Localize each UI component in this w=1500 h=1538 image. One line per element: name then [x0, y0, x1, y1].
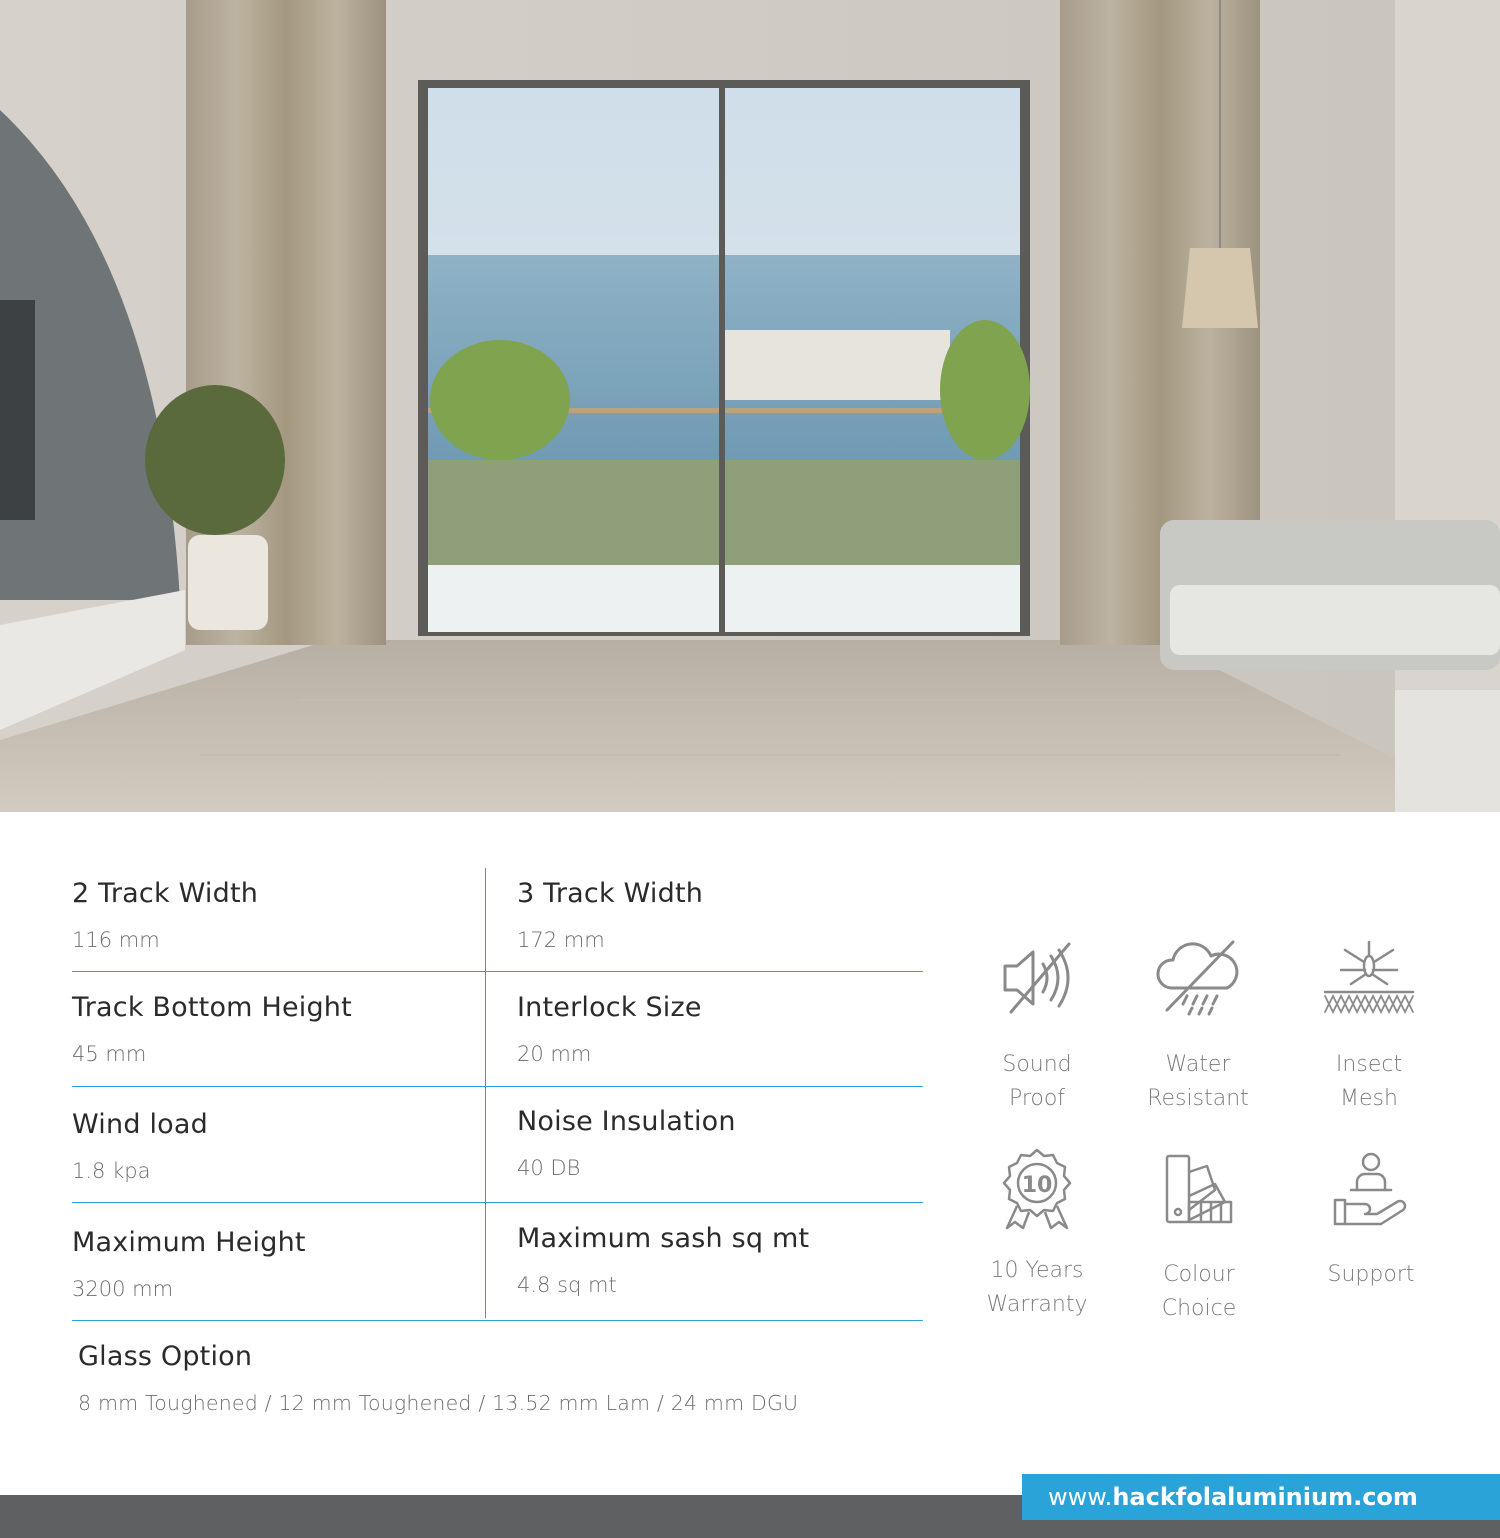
spec-title: Track Bottom Height	[72, 992, 352, 1023]
spec-wind-load	[72, 1109, 208, 1183]
spec-title: Maximum sash sq mt	[517, 1223, 810, 1254]
feature-label: Support	[1327, 1262, 1415, 1287]
spec-value: 45 mm	[72, 1042, 147, 1066]
colour-swatch-icon	[1159, 1150, 1239, 1230]
feature-label: Sound	[1002, 1052, 1072, 1077]
spec-track-bottom-height	[72, 992, 352, 1066]
spec-title: 3 Track Width	[517, 878, 704, 909]
svg-text:10: 10	[1021, 1173, 1053, 1198]
spec-divider	[72, 1202, 923, 1203]
spec-value: 40 DB	[517, 1156, 581, 1180]
feature-label: Resistant	[1147, 1086, 1249, 1111]
spec-title: Maximum Height	[72, 1227, 306, 1258]
feature-support	[1286, 1150, 1456, 1292]
spec-glass-option	[78, 1341, 798, 1415]
spec-noise-insulation	[517, 1106, 736, 1180]
spec-value: 4.8 sq mt	[517, 1273, 617, 1297]
feature-sound-proof	[952, 938, 1122, 1116]
insect-mesh-icon	[1321, 936, 1417, 1018]
feature-label: 10 Years	[990, 1258, 1084, 1283]
spec-value: 20 mm	[517, 1042, 592, 1066]
spec-2-track-width	[72, 878, 258, 952]
feature-warranty	[952, 1148, 1122, 1322]
spec-divider-vertical	[485, 868, 486, 1318]
spec-value: 1.8 kpa	[72, 1159, 151, 1183]
feature-colour-choice	[1114, 1150, 1284, 1326]
warranty-badge-icon	[997, 1148, 1077, 1230]
spec-value: 116 mm	[72, 928, 160, 952]
spec-title: Glass Option	[78, 1341, 253, 1372]
website-url-link[interactable]	[1022, 1474, 1500, 1520]
feature-insect-mesh	[1284, 936, 1454, 1116]
feature-label: Insect	[1335, 1052, 1403, 1077]
feature-label: Mesh	[1340, 1086, 1398, 1111]
spec-interlock-size	[517, 992, 702, 1066]
spec-divider	[72, 1320, 923, 1321]
url-domain: hackfolaluminium.com	[1112, 1483, 1418, 1511]
spec-3-track-width	[517, 878, 703, 952]
support-hand-icon	[1331, 1150, 1411, 1230]
feature-label: Choice	[1161, 1296, 1237, 1321]
feature-water-resistant	[1113, 938, 1283, 1116]
spec-title: Interlock Size	[517, 992, 702, 1023]
feature-label: Warranty	[986, 1292, 1088, 1317]
sound-proof-icon	[997, 938, 1077, 1018]
water-resistant-icon	[1153, 938, 1243, 1018]
spec-value: 8 mm Toughened / 12 mm Toughened / 13.52 mm Lam / 24 mm DGU	[78, 1391, 799, 1415]
spec-divider	[72, 1086, 923, 1087]
spec-value: 3200 mm	[72, 1277, 174, 1301]
spec-maximum-height	[72, 1227, 306, 1301]
spec-divider	[72, 971, 923, 972]
spec-maximum-sash	[517, 1223, 809, 1297]
feature-label: Proof	[1008, 1086, 1066, 1111]
feature-label: Water	[1165, 1052, 1231, 1077]
spec-title: 2 Track Width	[72, 878, 259, 909]
url-prefix: www.	[1048, 1483, 1113, 1511]
spec-value: 172 mm	[517, 928, 605, 952]
feature-label: Colour	[1163, 1262, 1235, 1287]
spec-title: Wind load	[72, 1109, 208, 1140]
spec-title: Noise Insulation	[517, 1106, 736, 1137]
